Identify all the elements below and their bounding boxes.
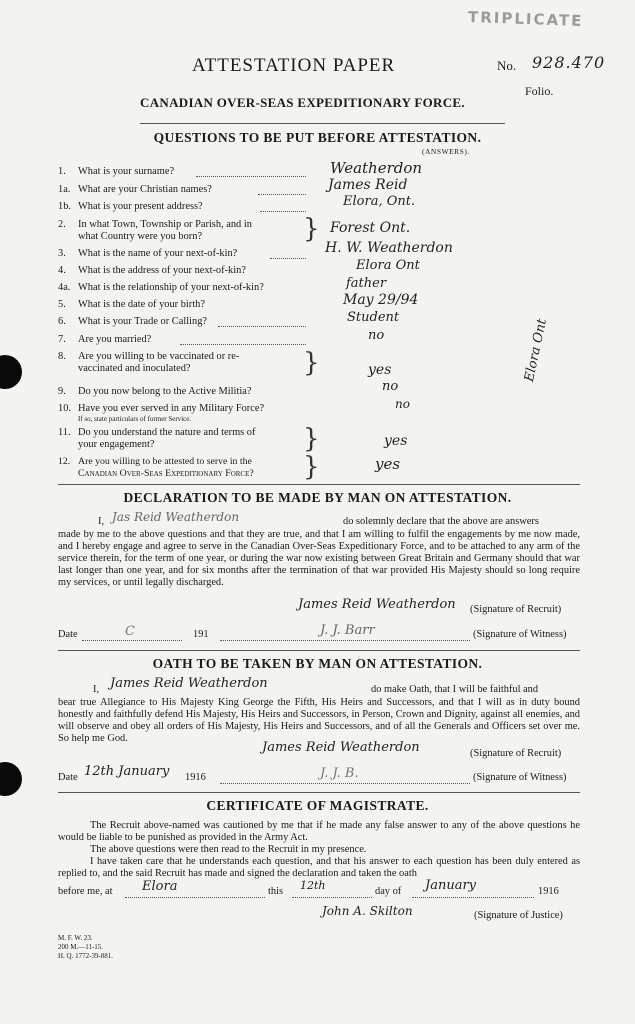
question-5: 5. What is the date of your birth? xyxy=(58,299,205,310)
answer-willing-to-serve: yes xyxy=(375,455,401,473)
number-label: No. xyxy=(497,58,517,73)
divider xyxy=(58,792,580,793)
answer-birth-date: May 29/94 xyxy=(343,292,419,308)
answer-relationship: father xyxy=(346,276,387,291)
brace: } xyxy=(303,452,320,482)
margin-note: Elora Ont xyxy=(522,317,550,384)
oath-recruit-label: (Signature of Recruit) xyxy=(470,748,562,759)
oath-recruit-signature: James Reid Weatherdon xyxy=(262,740,420,755)
oath-date: 12th January xyxy=(84,764,170,779)
declaration-witness-signature: J. J. Barr xyxy=(320,623,375,638)
question-1: 1. What is your surname? xyxy=(58,166,175,177)
answer-next-of-kin-address: Elora Ont xyxy=(356,258,420,273)
page-subtitle: CANADIAN OVER-SEAS EXPEDITIONARY FORCE. xyxy=(140,95,465,110)
brace: } xyxy=(303,424,320,454)
folio-label: Folio. xyxy=(525,84,554,98)
hq-reference: H. Q. 1772-39-881. xyxy=(58,952,114,960)
answer-military-service: no xyxy=(395,397,410,411)
answer-next-of-kin: H. W. Weatherdon xyxy=(325,240,453,256)
certificate-heading: CERTIFICATE OF MAGISTRATE. xyxy=(206,798,429,813)
question-10-note: If so, state particulars of former Service. xyxy=(78,415,192,423)
certificate-paragraph-2: The above questions were then read to the Recruit in my presence. xyxy=(90,844,367,855)
answer-birthplace: Forest Ont. xyxy=(330,220,411,236)
certificate-year-label: 1916 xyxy=(538,886,559,897)
brace: } xyxy=(303,214,320,244)
oath-heading: OATH TO BE TAKEN BY MAN ON ATTESTATION. xyxy=(152,656,483,671)
question-1a: 1a. What are your Christian names? xyxy=(58,184,212,195)
punch-hole xyxy=(0,355,22,389)
question-11: 11. Do you understand the nature and terms of your engagement? xyxy=(58,427,256,450)
answers-label: (ANSWERS). xyxy=(422,147,470,156)
certificate-this-label: this xyxy=(268,886,284,897)
declaration-year-label: 191 xyxy=(193,629,209,640)
oath-name: James Reid Weatherdon xyxy=(110,676,268,691)
regimental-number: 928.470 xyxy=(532,53,606,72)
question-6: 6. What is your Trade or Calling? xyxy=(58,316,207,327)
oath-witness-signature: J. J. B. xyxy=(320,766,359,781)
divider xyxy=(58,484,580,485)
answer-militia: no xyxy=(382,379,399,394)
declaration-recruit-label: (Signature of Recruit) xyxy=(470,604,562,615)
divider xyxy=(58,650,580,651)
certificate-day-label: day of xyxy=(375,886,402,897)
justice-label: (Signature of Justice) xyxy=(474,910,563,921)
divider xyxy=(140,123,505,124)
justice-signature: John A. Skilton xyxy=(322,904,413,918)
question-12: 12. Are you willing to be attested to serve in the Canadian Over-Seas Expeditionary Force? xyxy=(58,456,254,479)
answer-present-address: Elora, Ont. xyxy=(343,194,416,209)
question-4: 4. What is the address of your next-of-kin? xyxy=(58,265,246,276)
oath-prefix: I, xyxy=(93,684,100,695)
certificate-month: January xyxy=(425,878,477,893)
answer-vaccinated: yes xyxy=(368,362,392,378)
questions-heading: QUESTIONS TO BE PUT BEFORE ATTESTATION. xyxy=(153,130,482,145)
question-1b: 1b. What is your present address? xyxy=(58,201,203,212)
answer-married: no xyxy=(368,328,385,343)
declaration-text-first: do solemnly declare that the above are answers xyxy=(343,516,539,527)
question-3: 3. What is the name of your next-of-kin? xyxy=(58,248,238,259)
question-10: 10. Have you ever served in any Military Force? xyxy=(58,403,265,414)
oath-text-first: do make Oath, that I will be faithful and xyxy=(371,684,539,695)
answer-surname: Weatherdon xyxy=(330,159,423,177)
declaration-prefix: I, xyxy=(98,516,105,527)
question-9: 9. Do you now belong to the Active Militia? xyxy=(58,386,252,397)
answer-trade: Student xyxy=(347,310,400,325)
certificate-place: Elora xyxy=(142,879,178,894)
declaration-recruit-signature: James Reid Weatherdon xyxy=(298,597,456,612)
certificate-before-label: before me, at xyxy=(58,886,113,897)
certificate-paragraph-1: The Recruit above-named was cautioned by me that if he made any false answer to any of the above questions he would be liable to be punished as provided in the Army Act. xyxy=(58,820,580,843)
question-2: 2. In what Town, Township or Parish, and in what Country were you born? xyxy=(58,219,252,242)
declaration-text: made by me to the above questions and that they are true, and that I am willing to fulfil the engagements by me now made, and I hereby engage and agree to serve in the Canadian Over-Seas Expeditionary Force, and to be attached to any arm of the service therein, for the term of one year, or during the war now existing between Great Britain and Germany should that war last longer than one year, and for six months after the termination of that war provided His Majesty should so long require my services, or until legally discharged. xyxy=(58,529,580,588)
page-title: ATTESTATION PAPER xyxy=(192,55,396,76)
question-4a: 4a. What is the relationship of your next-of-kin? xyxy=(58,282,264,293)
oath-witness-label: (Signature of Witness) xyxy=(473,772,567,783)
print-run: 200 M.—11-15. xyxy=(58,943,104,951)
declaration-date: C xyxy=(125,624,135,639)
punch-hole xyxy=(0,762,22,796)
oath-date-label: Date xyxy=(58,772,78,783)
answer-christian-names: James Reid xyxy=(328,177,408,193)
brace: } xyxy=(303,348,320,378)
declaration-witness-label: (Signature of Witness) xyxy=(473,629,567,640)
declaration-name: Jas Reid Weatherdon xyxy=(112,510,240,524)
certificate-paragraph-3: I have taken care that he understands each question, and that his answer to each question has been duly entered as replied to, and the said Recruit has made and signed the declaration and taken the oath xyxy=(58,856,580,879)
question-8: 8. Are you willing to be vaccinated or re- vaccinated and inoculated? xyxy=(58,351,240,374)
answer-understand-terms: yes xyxy=(384,433,408,449)
form-code: M. F. W. 23. xyxy=(58,934,93,942)
declaration-heading: DECLARATION TO BE MADE BY MAN ON ATTESTATION. xyxy=(123,490,512,505)
question-7: 7. Are you married? xyxy=(58,334,152,345)
certificate-day: 12th xyxy=(300,879,326,892)
declaration-date-label: Date xyxy=(58,629,78,640)
triplicate-stamp: TRIPLICATE xyxy=(467,7,584,31)
oath-text: bear true Allegiance to His Majesty King George the Fifth, His Heirs and Successors, and that I will as in duty bound honestly and faithfully defend His Majesty, His Heirs and Successors, in Person, Crown and Dignity, against all enemies, and will observe and obey all orders of His Majesty, His Heirs and Successors, and of all the Generals and Officers set over me. So help me God. xyxy=(58,697,580,744)
oath-year-label: 1916 xyxy=(185,772,206,783)
